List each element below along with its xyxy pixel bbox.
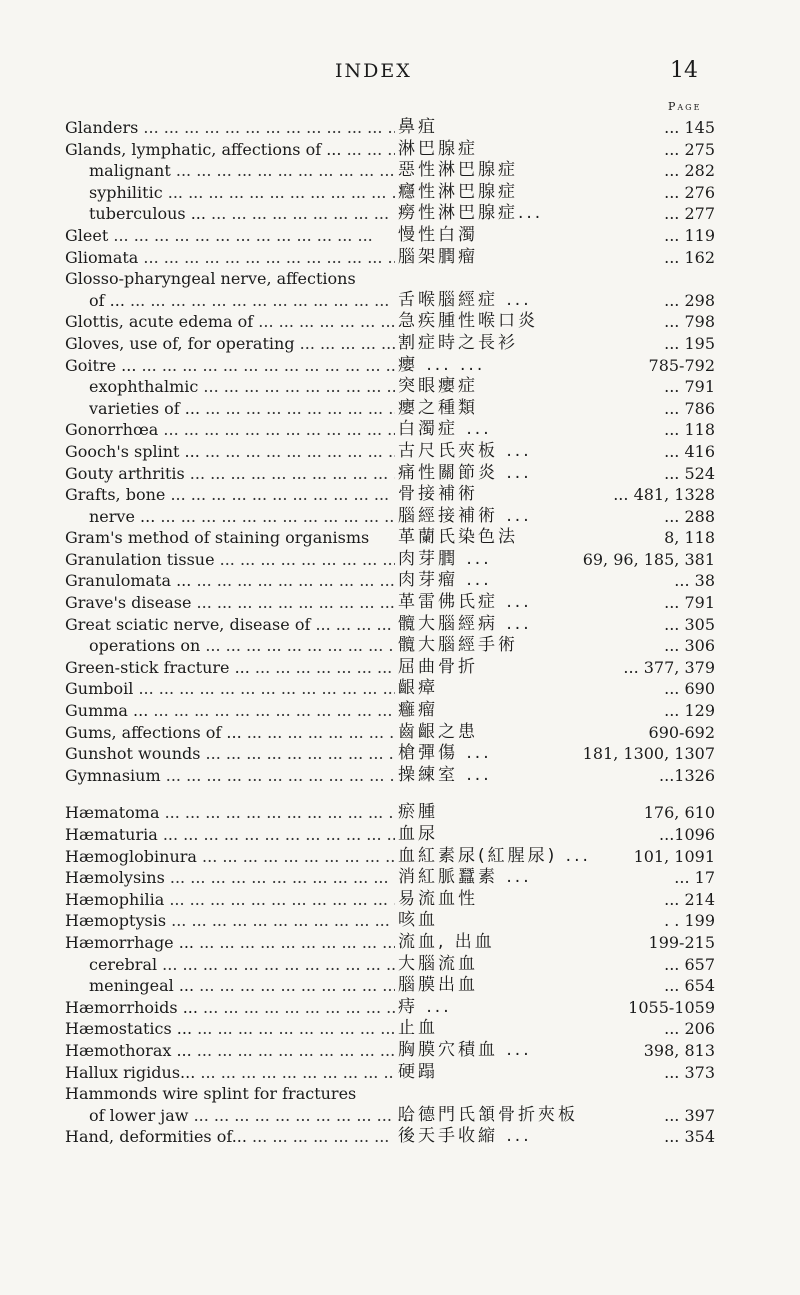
index-entry <box>0 182 800 204</box>
entry-term-text: of lower jaw <box>89 1105 189 1125</box>
entry-page-ref: ... 306 <box>664 636 715 656</box>
entry-term-text: Green-stick fracture ... <box>65 657 250 677</box>
entry-term-text: Goitre ... <box>65 355 137 375</box>
entry-chinese-term: 肉芽瘤 ... <box>398 570 492 591</box>
index-entry <box>0 398 800 420</box>
entry-page-ref: ... 38 <box>674 571 715 591</box>
entry-page-ref: ... 416 <box>664 441 715 461</box>
index-entry <box>0 1126 800 1148</box>
entry-chinese-term: 硬蹋 <box>398 1061 438 1082</box>
dot-leader <box>200 636 395 655</box>
entry-term-text: Granulation tissue <box>65 549 215 569</box>
dot-leader <box>158 420 395 439</box>
entry-page-ref: ... 481, 1328 <box>613 485 715 505</box>
entry-page-ref: 69, 96, 185, 381 <box>582 549 715 569</box>
entry-term-text: of ... <box>89 290 125 310</box>
entry-chinese-term: 髖大腦經病 ... <box>398 613 532 634</box>
entry-term-text: varieties of ... <box>89 398 201 418</box>
dot-leader <box>158 825 395 844</box>
dot-leader <box>341 140 395 159</box>
index-entry <box>0 1062 800 1084</box>
entry-term <box>65 570 395 592</box>
entry-term <box>65 614 395 636</box>
entry-term-text: Glosso-pharyngeal nerve, affections <box>65 269 356 289</box>
dot-leader <box>206 204 395 223</box>
index-entry <box>0 889 800 911</box>
entry-chinese-term: 舌喉腦經症 ... <box>398 289 532 310</box>
entry-term-text: Hæmoptysis <box>65 911 167 931</box>
entry-term-text: operations on <box>89 636 201 656</box>
entry-chinese-term: 癭之種類 <box>398 397 478 418</box>
dot-leader <box>197 847 395 866</box>
entry-page-ref: ... 654 <box>664 976 715 996</box>
entry-page-ref: 690-692 <box>648 722 715 742</box>
index-entry <box>0 333 800 355</box>
entry-chinese-term: 咳血 <box>398 910 438 931</box>
entry-page-ref: ... 118 <box>664 420 715 440</box>
entry-term-text: Grafts, bone <box>65 485 166 505</box>
dot-leader <box>157 955 395 974</box>
entry-chinese-term: 革雷佛氏症 ... <box>398 592 532 613</box>
entry-page-ref: ... 798 <box>664 312 715 332</box>
entry-term-text: Hammonds wire splint for fractures <box>65 1084 357 1104</box>
entry-page-ref: ... 282 <box>664 161 715 181</box>
dot-leader <box>215 550 395 569</box>
page-number: 14 <box>670 58 698 83</box>
entry-chinese-term: 白濁症 ... <box>398 419 492 440</box>
dot-leader <box>155 507 395 526</box>
entry-term <box>65 802 395 824</box>
entry-page-ref: 785-792 <box>648 355 715 375</box>
entry-term-text: Gunshot wounds <box>65 744 201 764</box>
entry-page-ref: 1055-1059 <box>628 997 715 1017</box>
dot-leader <box>136 356 395 375</box>
entry-chinese-term: 慢性白濁 <box>398 224 478 245</box>
entry-page-ref: ... 786 <box>664 398 715 418</box>
entry-term-text: Gumma ... <box>65 701 149 721</box>
entry-term-text: Hæmophilia <box>65 889 165 909</box>
entry-term-text: Gymnasium <box>65 765 161 785</box>
entry-page-ref: ... 275 <box>664 139 715 159</box>
entry-chinese-term: 癭 ... ... <box>398 354 486 375</box>
entry-term-text: Gooch's splint ... <box>65 441 200 461</box>
entry-page-ref: ... 214 <box>664 889 715 909</box>
entry-page-ref: ... 162 <box>664 247 715 267</box>
index-entry <box>0 975 800 997</box>
dot-leader <box>191 593 395 612</box>
index-entry <box>0 570 800 592</box>
entry-page-ref: ... 791 <box>664 593 715 613</box>
index-entry <box>0 910 800 932</box>
entry-chinese-term: 突眼癭症 <box>398 376 478 397</box>
index-entry <box>0 722 800 744</box>
index-entry <box>0 139 800 161</box>
entry-chinese-term: 後天手收縮 ... <box>398 1126 532 1147</box>
index-entry <box>0 463 800 485</box>
entry-term <box>65 1083 356 1105</box>
entry-term <box>65 139 395 161</box>
entry-term-text: Hæmoglobinura <box>65 846 197 866</box>
dot-leader <box>198 998 395 1017</box>
dot-leader <box>185 464 395 483</box>
dot-leader <box>192 1041 395 1060</box>
entry-term <box>89 203 395 225</box>
index-entry <box>0 635 800 657</box>
entry-term <box>65 463 395 485</box>
entry-term <box>65 1018 395 1040</box>
entry-term <box>89 635 395 657</box>
entry-term <box>65 225 395 247</box>
index-entry <box>0 802 800 824</box>
entry-chinese-term: 槍彈傷 ... <box>398 743 492 764</box>
entry-term-text: Gram's method of staining organisms <box>65 528 370 548</box>
entry-term-text: Gonorrhœa <box>65 420 159 440</box>
entry-page-ref: ... 298 <box>664 290 715 310</box>
entry-page-ref: 176, 610 <box>643 803 715 823</box>
entry-term <box>65 824 395 846</box>
index-entry <box>0 954 800 976</box>
dot-leader <box>253 312 395 331</box>
entry-page-ref: 398, 813 <box>643 1040 715 1060</box>
entry-term-text: tuberculous ... <box>89 204 206 224</box>
entry-term <box>89 398 395 420</box>
entry-page-ref: ...1326 <box>659 765 715 785</box>
entry-term <box>65 1126 395 1148</box>
dot-leader <box>125 291 389 310</box>
entry-chinese-term: 齦瘴 <box>398 678 438 699</box>
entry-term <box>65 889 395 911</box>
dot-leader <box>191 571 395 590</box>
entry-term-text: nerve ... <box>89 506 156 526</box>
page-header <box>0 58 800 88</box>
dot-leader <box>163 183 395 202</box>
entry-chinese-term: 操練室 ... <box>398 764 492 785</box>
dot-leader <box>108 226 372 245</box>
dot-leader <box>200 744 395 763</box>
dot-leader <box>159 803 395 822</box>
dot-leader <box>295 334 395 353</box>
entry-term <box>65 247 395 269</box>
page-column-label: Page <box>668 100 702 113</box>
section-gap <box>0 786 800 802</box>
entry-term <box>65 700 395 722</box>
dot-leader <box>242 723 395 742</box>
dot-leader <box>138 248 395 267</box>
dot-leader <box>194 933 395 952</box>
dot-leader <box>188 1106 419 1125</box>
index-entry <box>0 484 800 506</box>
entry-term <box>65 441 395 463</box>
entry-term <box>65 910 395 932</box>
index-entry <box>0 376 800 398</box>
entry-chinese-term: 痛性關節炎 ... <box>398 462 532 483</box>
entry-term <box>65 765 395 787</box>
entry-page-ref: ... 277 <box>664 204 715 224</box>
entry-chinese-term: 癆性淋巴腺症... <box>398 203 544 224</box>
entry-term-text: Gleet <box>65 225 109 245</box>
entry-term <box>65 419 395 441</box>
running-title: INDEX <box>335 60 412 82</box>
index-entry <box>0 765 800 787</box>
dot-leader <box>192 1019 395 1038</box>
index-entry <box>0 268 800 290</box>
entry-term-text: Glands, lymphatic, affections of ... <box>65 139 342 159</box>
index-entry <box>0 1105 800 1127</box>
entry-chinese-term: 癮性淋巴腺症 <box>398 181 518 202</box>
entry-page-ref: ... 354 <box>664 1127 715 1147</box>
entry-term <box>65 867 395 889</box>
entry-page-ref: ... 129 <box>664 701 715 721</box>
entry-page-ref: ... 276 <box>664 182 715 202</box>
dot-leader <box>310 615 395 634</box>
dot-leader <box>164 890 395 909</box>
entry-chinese-term: 割症時之長衫 <box>398 332 518 353</box>
entry-term-text: Hallux rigidus... <box>65 1062 196 1082</box>
index-entry <box>0 678 800 700</box>
entry-page-ref: ... 119 <box>664 225 715 245</box>
entry-page-ref: ... 690 <box>664 679 715 699</box>
index-entry <box>0 419 800 441</box>
dot-leader <box>250 658 395 677</box>
index-entry <box>0 506 800 528</box>
entry-term-text: Glanders <box>65 118 139 137</box>
entry-term-text: Gouty arthritis <box>65 463 185 483</box>
entry-term <box>65 678 395 700</box>
entry-page-ref: ... 305 <box>664 614 715 634</box>
entry-page-ref: ... 373 <box>664 1062 715 1082</box>
entry-term-text: meningeal ... <box>89 976 195 996</box>
index-entry <box>0 700 800 722</box>
index-entries <box>0 117 800 1148</box>
entry-term-text: Hæmorrhoids ... <box>65 997 198 1017</box>
entry-term-text: Hæmaturia <box>65 825 158 844</box>
entry-page-ref: 199-215 <box>648 932 715 952</box>
index-entry <box>0 743 800 765</box>
entry-page-ref: ... 657 <box>664 954 715 974</box>
entry-term-text: exophthalmic <box>89 377 199 397</box>
index-entry <box>0 846 800 868</box>
entry-term <box>65 657 395 679</box>
dot-leader <box>166 911 395 930</box>
entry-term <box>89 160 395 182</box>
index-entry <box>0 614 800 636</box>
entry-chinese-term: 淋巴腺症 <box>398 138 478 159</box>
entry-term <box>89 182 395 204</box>
entry-term <box>89 376 395 398</box>
entry-chinese-term: 古尺氏夾板 ... <box>398 440 532 461</box>
entry-term-text: malignant <box>89 161 171 181</box>
entry-term-text: Hand, deformities of... <box>65 1127 247 1147</box>
entry-chinese-term: 革蘭氏染色法 <box>398 527 518 548</box>
entry-page-ref: ... 524 <box>664 463 715 483</box>
entry-term <box>65 1062 395 1084</box>
entry-page-ref: 8, 118 <box>664 528 715 548</box>
entry-term-text: Hæmatoma <box>65 803 160 823</box>
entry-term <box>65 333 395 355</box>
dot-leader <box>161 766 395 785</box>
entry-chinese-term: 骨接補術 <box>398 484 478 505</box>
index-entry <box>0 441 800 463</box>
entry-term <box>65 117 395 139</box>
entry-chinese-term: 血尿 <box>398 824 438 844</box>
entry-page-ref: ... 791 <box>664 377 715 397</box>
dot-leader <box>138 118 395 137</box>
entry-term <box>89 954 395 976</box>
entry-term-text: Great sciatic nerve, disease of <box>65 614 311 634</box>
entry-chinese-term: 易流血性 <box>398 888 478 909</box>
entry-term <box>89 290 419 312</box>
entry-term <box>89 1105 419 1127</box>
index-entry <box>0 1018 800 1040</box>
dot-leader <box>133 679 395 698</box>
entry-chinese-term: 腦膜出血 <box>398 975 478 996</box>
entry-term-text: Gliomata <box>65 247 139 267</box>
dot-leader <box>148 701 395 720</box>
entry-page-ref: ...1096 <box>659 825 715 844</box>
entry-term-text: cerebral <box>89 954 158 974</box>
entry-page-ref: ... 397 <box>664 1105 715 1125</box>
entry-page-ref: ... 145 <box>664 118 715 137</box>
entry-page-ref: . . 199 <box>664 911 715 931</box>
index-entry <box>0 225 800 247</box>
entry-term-text: Gumboil <box>65 679 134 699</box>
entry-term <box>65 355 395 377</box>
index-entry <box>0 1040 800 1062</box>
entry-term-text: Glottis, acute edema of <box>65 312 254 332</box>
index-entry <box>0 311 800 333</box>
index-entry <box>0 549 800 571</box>
entry-page-ref: ... 195 <box>664 333 715 353</box>
entry-chinese-term: 腦架膶瘤 <box>398 246 478 267</box>
entry-chinese-term: 哈德門氏頷骨折夾板 <box>398 1104 578 1125</box>
entry-chinese-term: 血紅素尿(紅腥尿) ... <box>398 845 591 866</box>
dot-leader <box>195 1063 395 1082</box>
entry-chinese-term: 痔 ... <box>398 996 452 1017</box>
entry-term-text: Gums, affections of ... <box>65 722 242 742</box>
entry-term <box>65 592 395 614</box>
index-entry <box>0 203 800 225</box>
entry-term-text: Hæmothorax ... <box>65 1040 192 1060</box>
entry-chinese-term: 齒齦之患 <box>398 721 478 742</box>
entry-chinese-term: 流血, 出血 <box>398 931 495 952</box>
entry-page-ref: 181, 1300, 1307 <box>582 744 715 764</box>
entry-chinese-term: 惡性淋巴腺症 <box>398 160 518 181</box>
index-entry <box>0 824 800 846</box>
index-entry <box>0 160 800 182</box>
entry-chinese-term: 屈曲骨折 <box>398 656 478 677</box>
entry-term-text: Hæmorrhage ... <box>65 932 194 952</box>
entry-term <box>65 997 395 1019</box>
entry-term <box>65 527 369 549</box>
index-entry <box>0 997 800 1019</box>
entry-page-ref: ... 17 <box>674 868 715 888</box>
entry-term-text: syphilitic <box>89 182 163 202</box>
index-entry <box>0 867 800 889</box>
entry-term <box>65 846 395 868</box>
entry-term <box>89 506 395 528</box>
entry-chinese-term: 胸膜穴積血 ... <box>398 1039 532 1060</box>
entry-chinese-term: 肉芽膶 ... <box>398 548 492 569</box>
index-entry <box>0 355 800 377</box>
entry-term-text: Hæmostatics ... <box>65 1019 193 1039</box>
entry-term <box>65 743 395 765</box>
entry-chinese-term: 癰瘤 <box>398 700 438 721</box>
entry-term-text: Hæmolysins <box>65 868 165 888</box>
dot-leader <box>200 442 395 461</box>
entry-chinese-term: 腦經接補術 ... <box>398 505 532 526</box>
entry-page-ref: ... 206 <box>664 1019 715 1039</box>
index-entry <box>0 1083 800 1105</box>
index-entry <box>0 932 800 954</box>
dot-leader <box>198 377 395 396</box>
index-entry <box>0 657 800 679</box>
entry-term <box>65 549 395 571</box>
dot-leader <box>165 868 395 887</box>
dot-leader <box>200 399 395 418</box>
entry-term <box>65 722 395 744</box>
entry-term-text: Granulomata ... <box>65 571 192 591</box>
entry-term-text: Gloves, use of, for operating <box>65 333 295 353</box>
dot-leader <box>247 1127 395 1146</box>
entry-page-ref: 101, 1091 <box>633 846 715 866</box>
entry-term <box>65 268 395 290</box>
index-entry <box>0 247 800 269</box>
dot-leader <box>165 485 395 504</box>
entry-term <box>65 484 395 506</box>
index-entry <box>0 527 800 549</box>
entry-chinese-term: 急疾腫性喉口炎 <box>398 311 538 332</box>
entry-chinese-term: 瘀腫 <box>398 802 438 823</box>
entry-term <box>65 1040 395 1062</box>
index-entry <box>0 290 800 312</box>
entry-page-ref: ... 377, 379 <box>623 657 715 677</box>
index-entry <box>0 117 800 139</box>
index-entry <box>0 592 800 614</box>
entry-term <box>89 975 395 997</box>
entry-chinese-term: 鼻疽 <box>398 117 438 137</box>
entry-chinese-term: 大腦流血 <box>398 953 478 974</box>
entry-term <box>65 932 395 954</box>
entry-page-ref: ... 288 <box>664 506 715 526</box>
entry-term <box>65 311 395 333</box>
entry-chinese-term: 髖大腦經手術 <box>398 635 518 656</box>
entry-chinese-term: 消紅脈蠶素 ... <box>398 867 532 888</box>
dot-leader <box>194 976 395 995</box>
entry-term-text: Grave's disease <box>65 593 192 613</box>
entry-chinese-term: 止血 <box>398 1018 438 1039</box>
dot-leader <box>171 161 395 180</box>
